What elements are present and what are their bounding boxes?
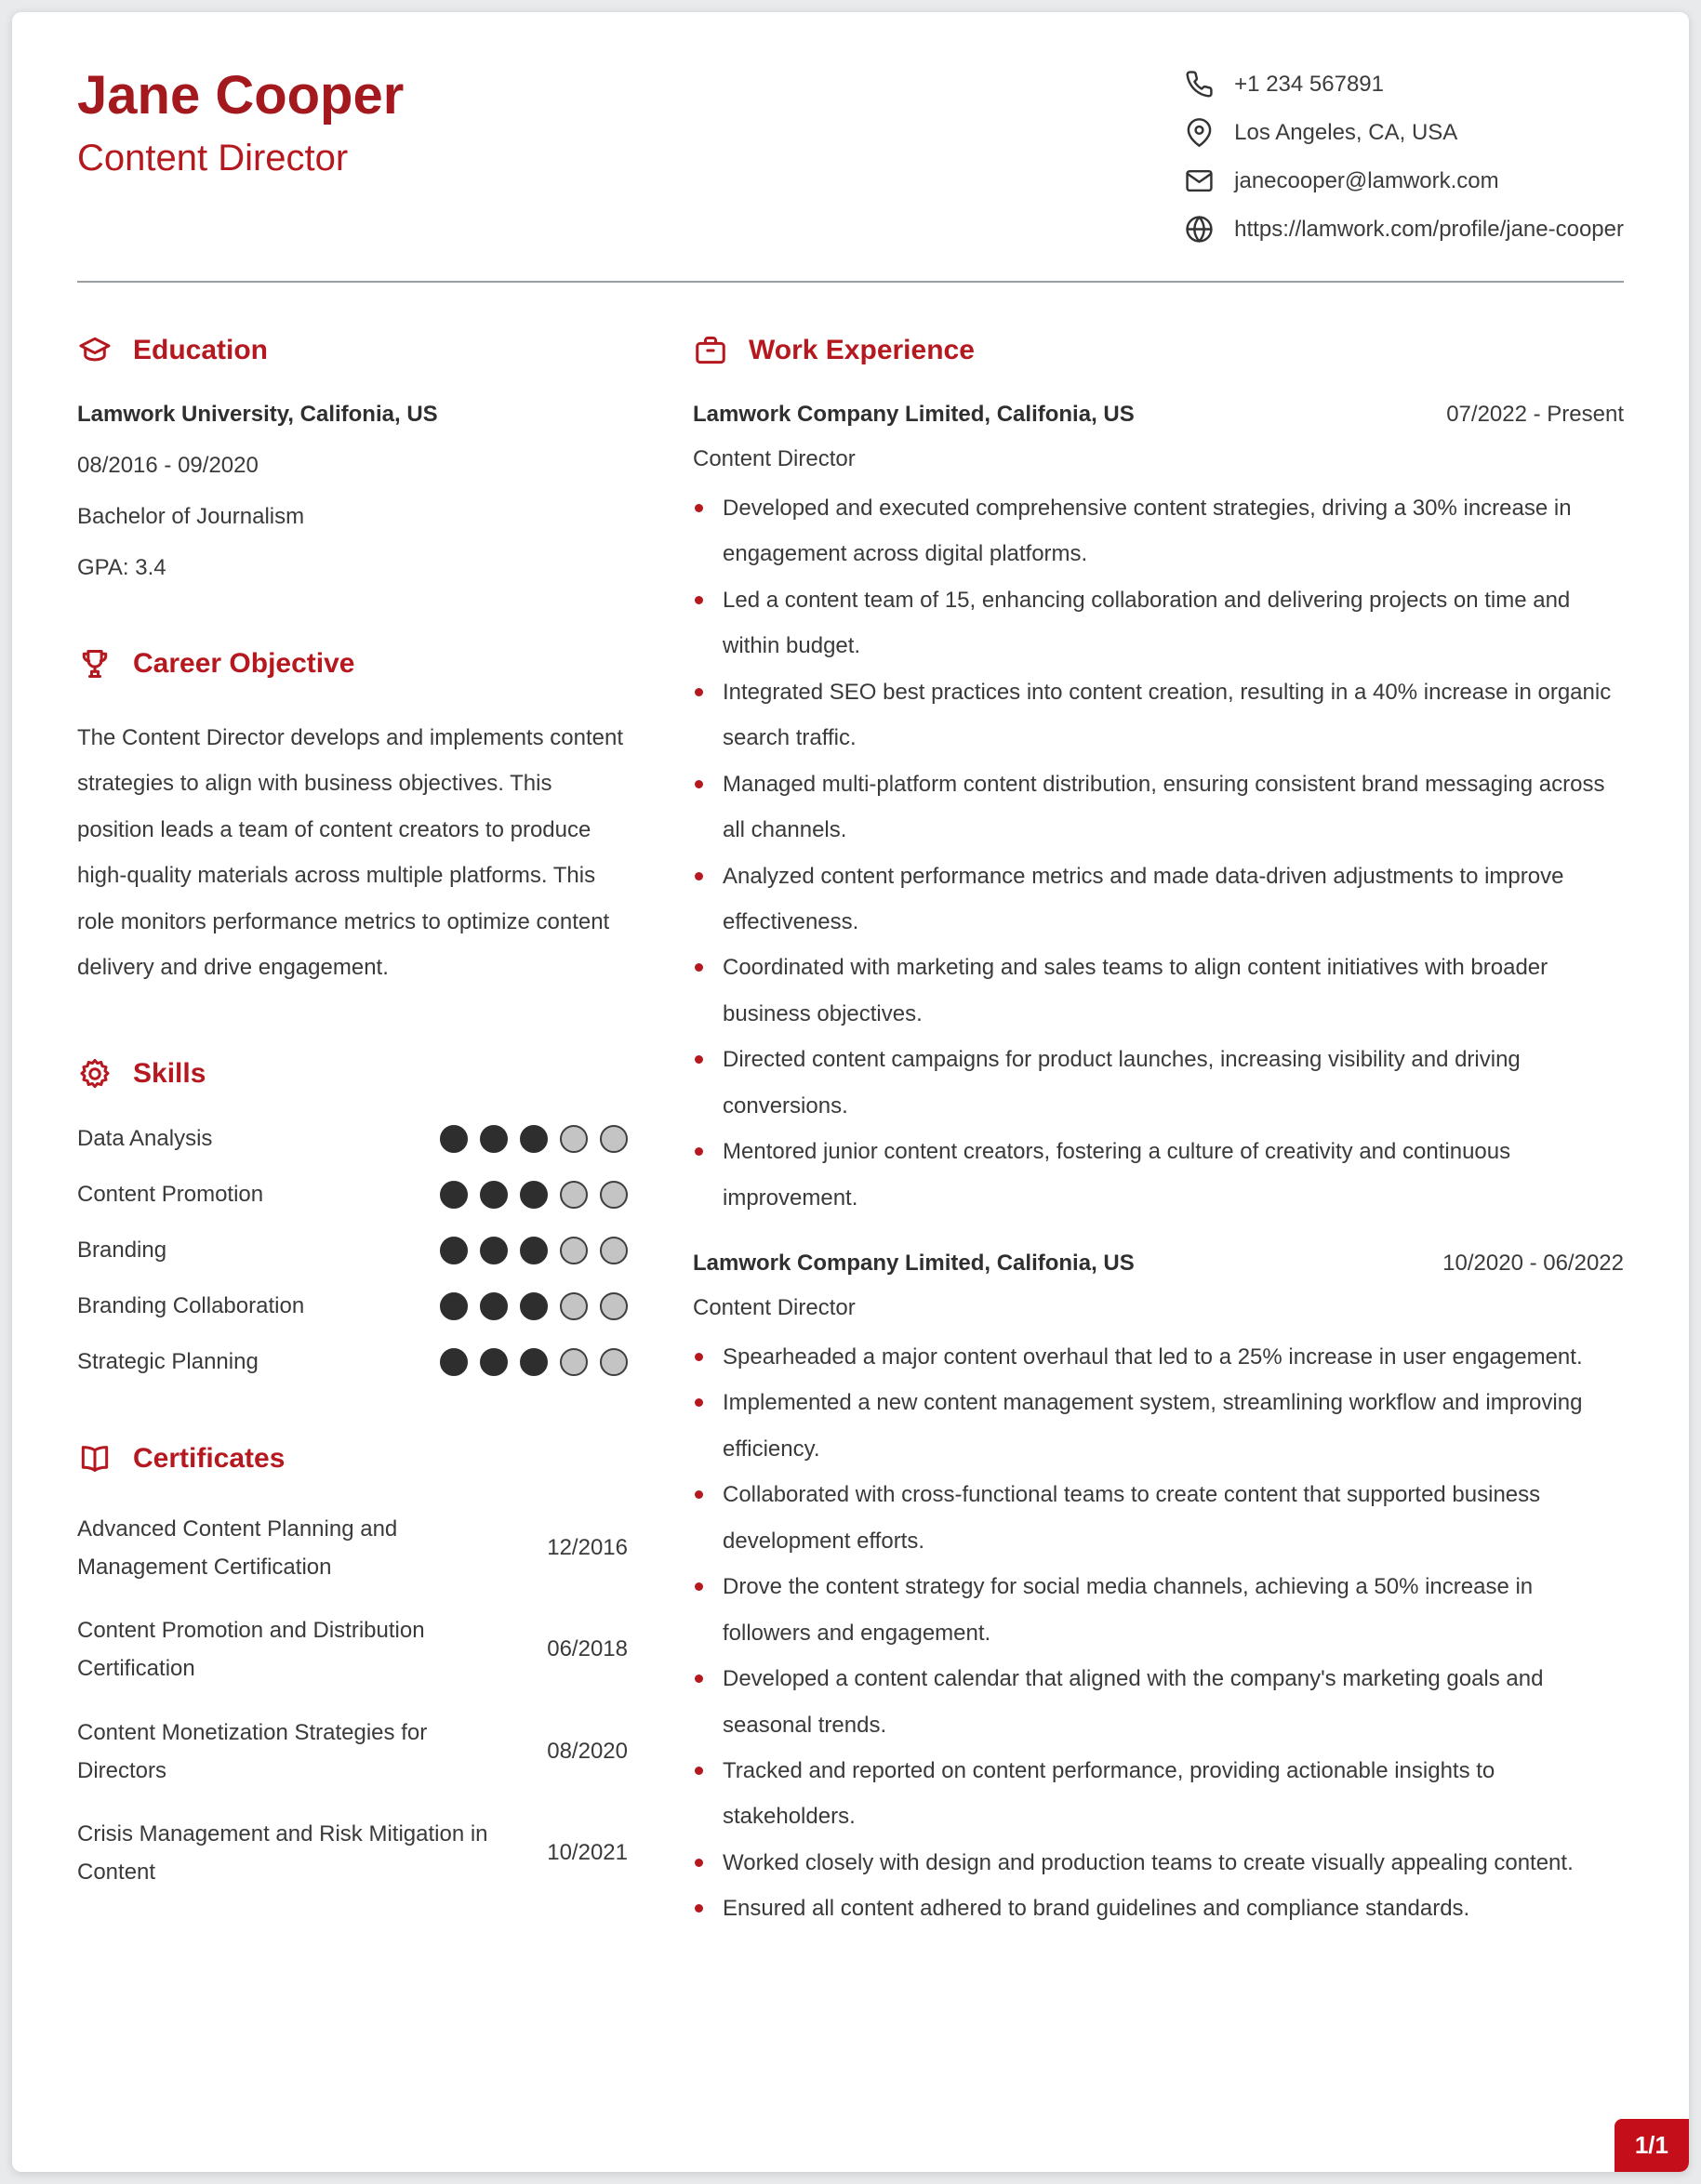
certificate-row (77, 1714, 628, 1791)
contact-phone: +1 234 567891 (1234, 71, 1384, 97)
education-section (77, 333, 628, 581)
skill-dots (440, 1181, 628, 1209)
certificates-heading (77, 1441, 628, 1476)
skill-dot (480, 1237, 508, 1264)
certificate-name: Content Monetization Strategies for Directors (77, 1719, 428, 1783)
skills-section (77, 1056, 628, 1376)
skill-dot (480, 1348, 508, 1376)
contact-phone-row (1185, 70, 1624, 99)
section-title: Work Experience (749, 335, 975, 365)
section-title: Career Objective (133, 648, 355, 679)
skill-label: Branding (77, 1237, 167, 1263)
job-bullet: Ensured all content adhered to brand guidelines and compliance standards. (693, 1886, 1624, 1931)
job-bullet-list (693, 1334, 1624, 1932)
identity-block (77, 66, 404, 180)
skill-dot (480, 1292, 508, 1320)
contact-website-row (1185, 215, 1624, 244)
certificate-row (77, 1510, 628, 1587)
job-role: Content Director (693, 446, 856, 471)
job-company: Lamwork Company Limited, Califonia, US (693, 1251, 1135, 1276)
skill-dot (480, 1181, 508, 1209)
skill-dot (560, 1292, 588, 1320)
briefcase-icon (693, 333, 728, 368)
contact-email-row (1185, 166, 1624, 195)
trophy-icon (77, 646, 113, 682)
left-column (77, 333, 628, 1997)
job-header (693, 402, 1624, 428)
skill-label: Content Promotion (77, 1181, 264, 1207)
job-bullet: Managed multi-platform content distribution, ensuring consistent brand messaging across all channels. (693, 761, 1624, 854)
skill-row (77, 1125, 628, 1153)
skill-dot (520, 1237, 548, 1264)
skill-label: Branding Collaboration (77, 1292, 305, 1318)
contact-location-row (1185, 118, 1624, 147)
phone-icon (1185, 70, 1214, 99)
skill-dots (440, 1237, 628, 1264)
certificate-name: Crisis Management and Risk Mitigation in Content (77, 1821, 488, 1886)
skill-dot (600, 1348, 628, 1376)
career-objective-heading (77, 646, 628, 682)
job-bullet: Tracked and reported on content performance, providing actionable insights to stakeholders. (693, 1748, 1624, 1840)
globe-icon (1185, 215, 1214, 244)
skill-dot (440, 1348, 468, 1376)
skill-dots (440, 1348, 628, 1376)
skill-dot (560, 1125, 588, 1153)
education-school: Lamwork University, Califonia, US (77, 402, 438, 427)
certificate-date: 10/2021 (547, 1840, 628, 1866)
job-bullet: Drove the content strategy for social media channels, achieving a 50% increase in followers and engagement. (693, 1564, 1624, 1656)
skill-row (77, 1237, 628, 1264)
resume-page (12, 12, 1689, 2172)
job-bullet-list (693, 485, 1624, 1221)
job-dates: 07/2022 - Present (1446, 402, 1624, 427)
skill-dot (520, 1292, 548, 1320)
gear-icon (77, 1056, 113, 1092)
certificate-name: Content Promotion and Distribution Certification (77, 1618, 425, 1682)
education-gpa: GPA: 3.4 (77, 555, 166, 580)
job-bullet: Mentored junior content creators, fostering a culture of creativity and continuous improvement. (693, 1129, 1624, 1221)
skills-heading (77, 1056, 628, 1092)
skill-dot (600, 1292, 628, 1320)
job-bullet: Spearheaded a major content overhaul that led to a 25% increase in user engagement. (693, 1334, 1624, 1380)
education-degree: Bachelor of Journalism (77, 504, 305, 529)
skill-dot (600, 1125, 628, 1153)
skill-dots (440, 1292, 628, 1320)
skill-dot (560, 1237, 588, 1264)
skill-dot (440, 1181, 468, 1209)
certificate-date: 08/2020 (547, 1738, 628, 1764)
job-bullet: Coordinated with marketing and sales teams to align content initiatives with broader business objectives. (693, 945, 1624, 1037)
content-columns (77, 283, 1624, 1997)
section-title: Education (133, 335, 269, 365)
skill-row (77, 1348, 628, 1376)
job-entry (693, 1251, 1624, 1932)
job-bullet: Directed content campaigns for product launches, increasing visibility and driving conversions. (693, 1037, 1624, 1129)
skill-row (77, 1292, 628, 1320)
skill-dot (480, 1125, 508, 1153)
job-dates: 10/2020 - 06/2022 (1442, 1251, 1624, 1276)
skill-row (77, 1181, 628, 1209)
certificate-row (77, 1611, 628, 1688)
skill-dot (520, 1125, 548, 1153)
skill-dot (440, 1125, 468, 1153)
graduation-cap-icon (77, 333, 113, 368)
career-objective-text: The Content Director develops and implements content strategies to align with business objectives. This position leads a team of content creators to produce high-quality materials across multiple platforms. This role monitors performance metrics to optimize content delivery and drive engagement. (77, 725, 623, 981)
skill-dots (440, 1125, 628, 1153)
job-bullet: Worked closely with design and production teams to create visually appealing content. (693, 1840, 1624, 1886)
certificate-date: 06/2018 (547, 1636, 628, 1662)
skill-dot (560, 1348, 588, 1376)
education-heading (77, 333, 628, 368)
contact-location: Los Angeles, CA, USA (1234, 119, 1458, 145)
job-bullet: Developed and executed comprehensive content strategies, driving a 30% increase in engagement across digital platforms. (693, 485, 1624, 577)
resume-header (77, 66, 1624, 283)
job-title: Content Director (77, 137, 349, 179)
skill-label: Strategic Planning (77, 1348, 259, 1374)
job-company: Lamwork Company Limited, Califonia, US (693, 402, 1135, 427)
job-header (693, 1251, 1624, 1277)
job-bullet: Integrated SEO best practices into content creation, resulting in a 40% increase in organic search traffic. (693, 669, 1624, 761)
certificates-section (77, 1441, 628, 1892)
skill-dot (440, 1237, 468, 1264)
job-bullet: Analyzed content performance metrics and made data-driven adjustments to improve effectiveness. (693, 854, 1624, 946)
certificate-name: Advanced Content Planning and Management Certification (77, 1516, 398, 1580)
page-indicator: 1/1 (1615, 2119, 1689, 2172)
certificate-row (77, 1815, 628, 1892)
job-entry (693, 402, 1624, 1221)
certificate-date: 12/2016 (547, 1534, 628, 1560)
right-column (693, 333, 1624, 1997)
section-title: Certificates (133, 1442, 286, 1474)
skill-dot (600, 1181, 628, 1209)
contact-email[interactable]: janecooper@lamwork.com (1234, 167, 1499, 193)
person-name: Jane Cooper (77, 65, 405, 126)
job-bullet: Implemented a new content management system, streamlining workflow and improving efficiency. (693, 1380, 1624, 1472)
open-book-icon (77, 1441, 113, 1476)
skill-dot (520, 1348, 548, 1376)
contact-website[interactable]: https://lamwork.com/profile/jane-cooper (1234, 216, 1624, 242)
skill-dot (600, 1237, 628, 1264)
job-bullet: Led a content team of 15, enhancing collaboration and delivering projects on time and within budget. (693, 577, 1624, 669)
envelope-icon (1185, 166, 1214, 195)
education-dates: 08/2016 - 09/2020 (77, 453, 259, 478)
job-bullet: Developed a content calendar that aligned with the company's marketing goals and seasonal trends. (693, 1656, 1624, 1748)
contact-block (1185, 66, 1624, 244)
location-pin-icon (1185, 118, 1214, 147)
career-objective-section (77, 646, 628, 991)
skill-label: Data Analysis (77, 1125, 213, 1151)
section-title: Skills (133, 1057, 206, 1089)
skill-dot (520, 1181, 548, 1209)
job-role: Content Director (693, 1295, 856, 1320)
job-bullet: Collaborated with cross-functional teams to create content that supported business development efforts. (693, 1472, 1624, 1564)
skill-dot (560, 1181, 588, 1209)
skill-dot (440, 1292, 468, 1320)
work-experience-section (693, 333, 1624, 1932)
work-experience-heading (693, 333, 1624, 368)
